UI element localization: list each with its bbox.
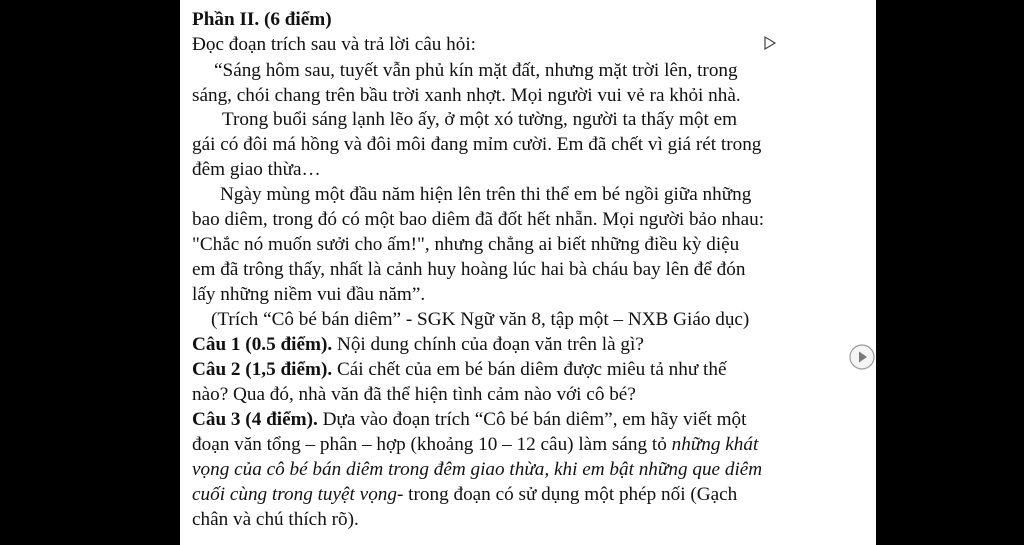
excerpt-line: Ngày mùng một đầu năm hiện lên trên thi thể em bé ngồi giữa những xyxy=(220,184,752,205)
excerpt-line: gái có đôi má hồng và đôi môi đang mỉm cười. Em đã chết vì giá rét trong xyxy=(192,134,762,155)
question-3-text: - trong đoạn có sử dụng một phép nối (Gạch xyxy=(396,484,738,505)
document-page xyxy=(180,0,876,545)
question-3 xyxy=(192,408,746,432)
excerpt-line: lấy những niềm vui đầu năm”. xyxy=(192,284,426,305)
play-icon[interactable] xyxy=(848,343,876,371)
question-2 xyxy=(192,358,726,382)
question-3-italic-text: cuối cùng trong tuyệt vọng xyxy=(192,484,397,505)
excerpt-line: "Chắc nó muốn sưởi cho ấm!", nhưng chẳng ai biết những điều kỳ diệu xyxy=(192,234,740,255)
instruction-text: Đọc đoạn trích sau và trả lời câu hỏi: xyxy=(192,34,477,55)
question-2-text: Cái chết của em bé bán diêm được miêu tả như thế xyxy=(332,359,727,380)
source-citation: (Trích “Cô bé bán diêm” - SGK Ngữ văn 8, tập một – NXB Giáo dục) xyxy=(211,309,750,330)
excerpt-line: sáng, chói chang trên bầu trời xanh nhợt. Mọi người vui vẻ ra khỏi nhà. xyxy=(192,85,741,106)
section-heading: Phần II. (6 điểm) xyxy=(192,9,332,30)
question-3-text: Dựa vào đoạn trích “Cô bé bán diêm”, em hãy viết một xyxy=(317,409,747,430)
question-2-label: Câu 2 (1,5 điểm). xyxy=(192,359,333,380)
question-1 xyxy=(192,333,644,357)
question-3-line-2 xyxy=(192,433,758,457)
question-2-continued: nào? Qua đó, nhà văn đã thể hiện tình cảm nào với cô bé? xyxy=(192,384,636,405)
question-3-text: đoạn văn tổng – phân – hợp (khoảng 10 – 12 câu) làm sáng tỏ xyxy=(192,434,672,455)
excerpt-line: Trong buổi sáng lạnh lẽo ấy, ở một xó tường, người ta thấy một em xyxy=(222,109,738,130)
excerpt-line: “Sáng hôm sau, tuyết vẫn phủ kín mặt đất, nhưng mặt trời lên, trong xyxy=(214,60,738,81)
question-3-line-4 xyxy=(192,483,737,507)
question-3-label: Câu 3 (4 điểm). xyxy=(192,409,318,430)
question-3-italic-text: những khát xyxy=(671,434,759,455)
cursor-icon xyxy=(762,35,778,51)
question-3-line-5: chân và chú thích rõ). xyxy=(192,509,359,530)
question-1-label: Câu 1 (0.5 điểm). xyxy=(192,334,333,355)
excerpt-line: đêm giao thừa… xyxy=(192,159,321,180)
question-3-italic-text: vọng của cô bé bán diêm trong đêm giao thừa, khi em bật những que diêm xyxy=(192,459,763,480)
question-1-text: Nội dung chính của đoạn văn trên là gì? xyxy=(332,334,644,355)
excerpt-line: bao diêm, trong đó có một bao diêm đã đốt hết nhẵn. Mọi người bảo nhau: xyxy=(192,209,765,230)
excerpt-line: em đã trông thấy, nhất là cảnh huy hoàng lúc hai bà cháu bay lên để đón xyxy=(192,259,746,280)
